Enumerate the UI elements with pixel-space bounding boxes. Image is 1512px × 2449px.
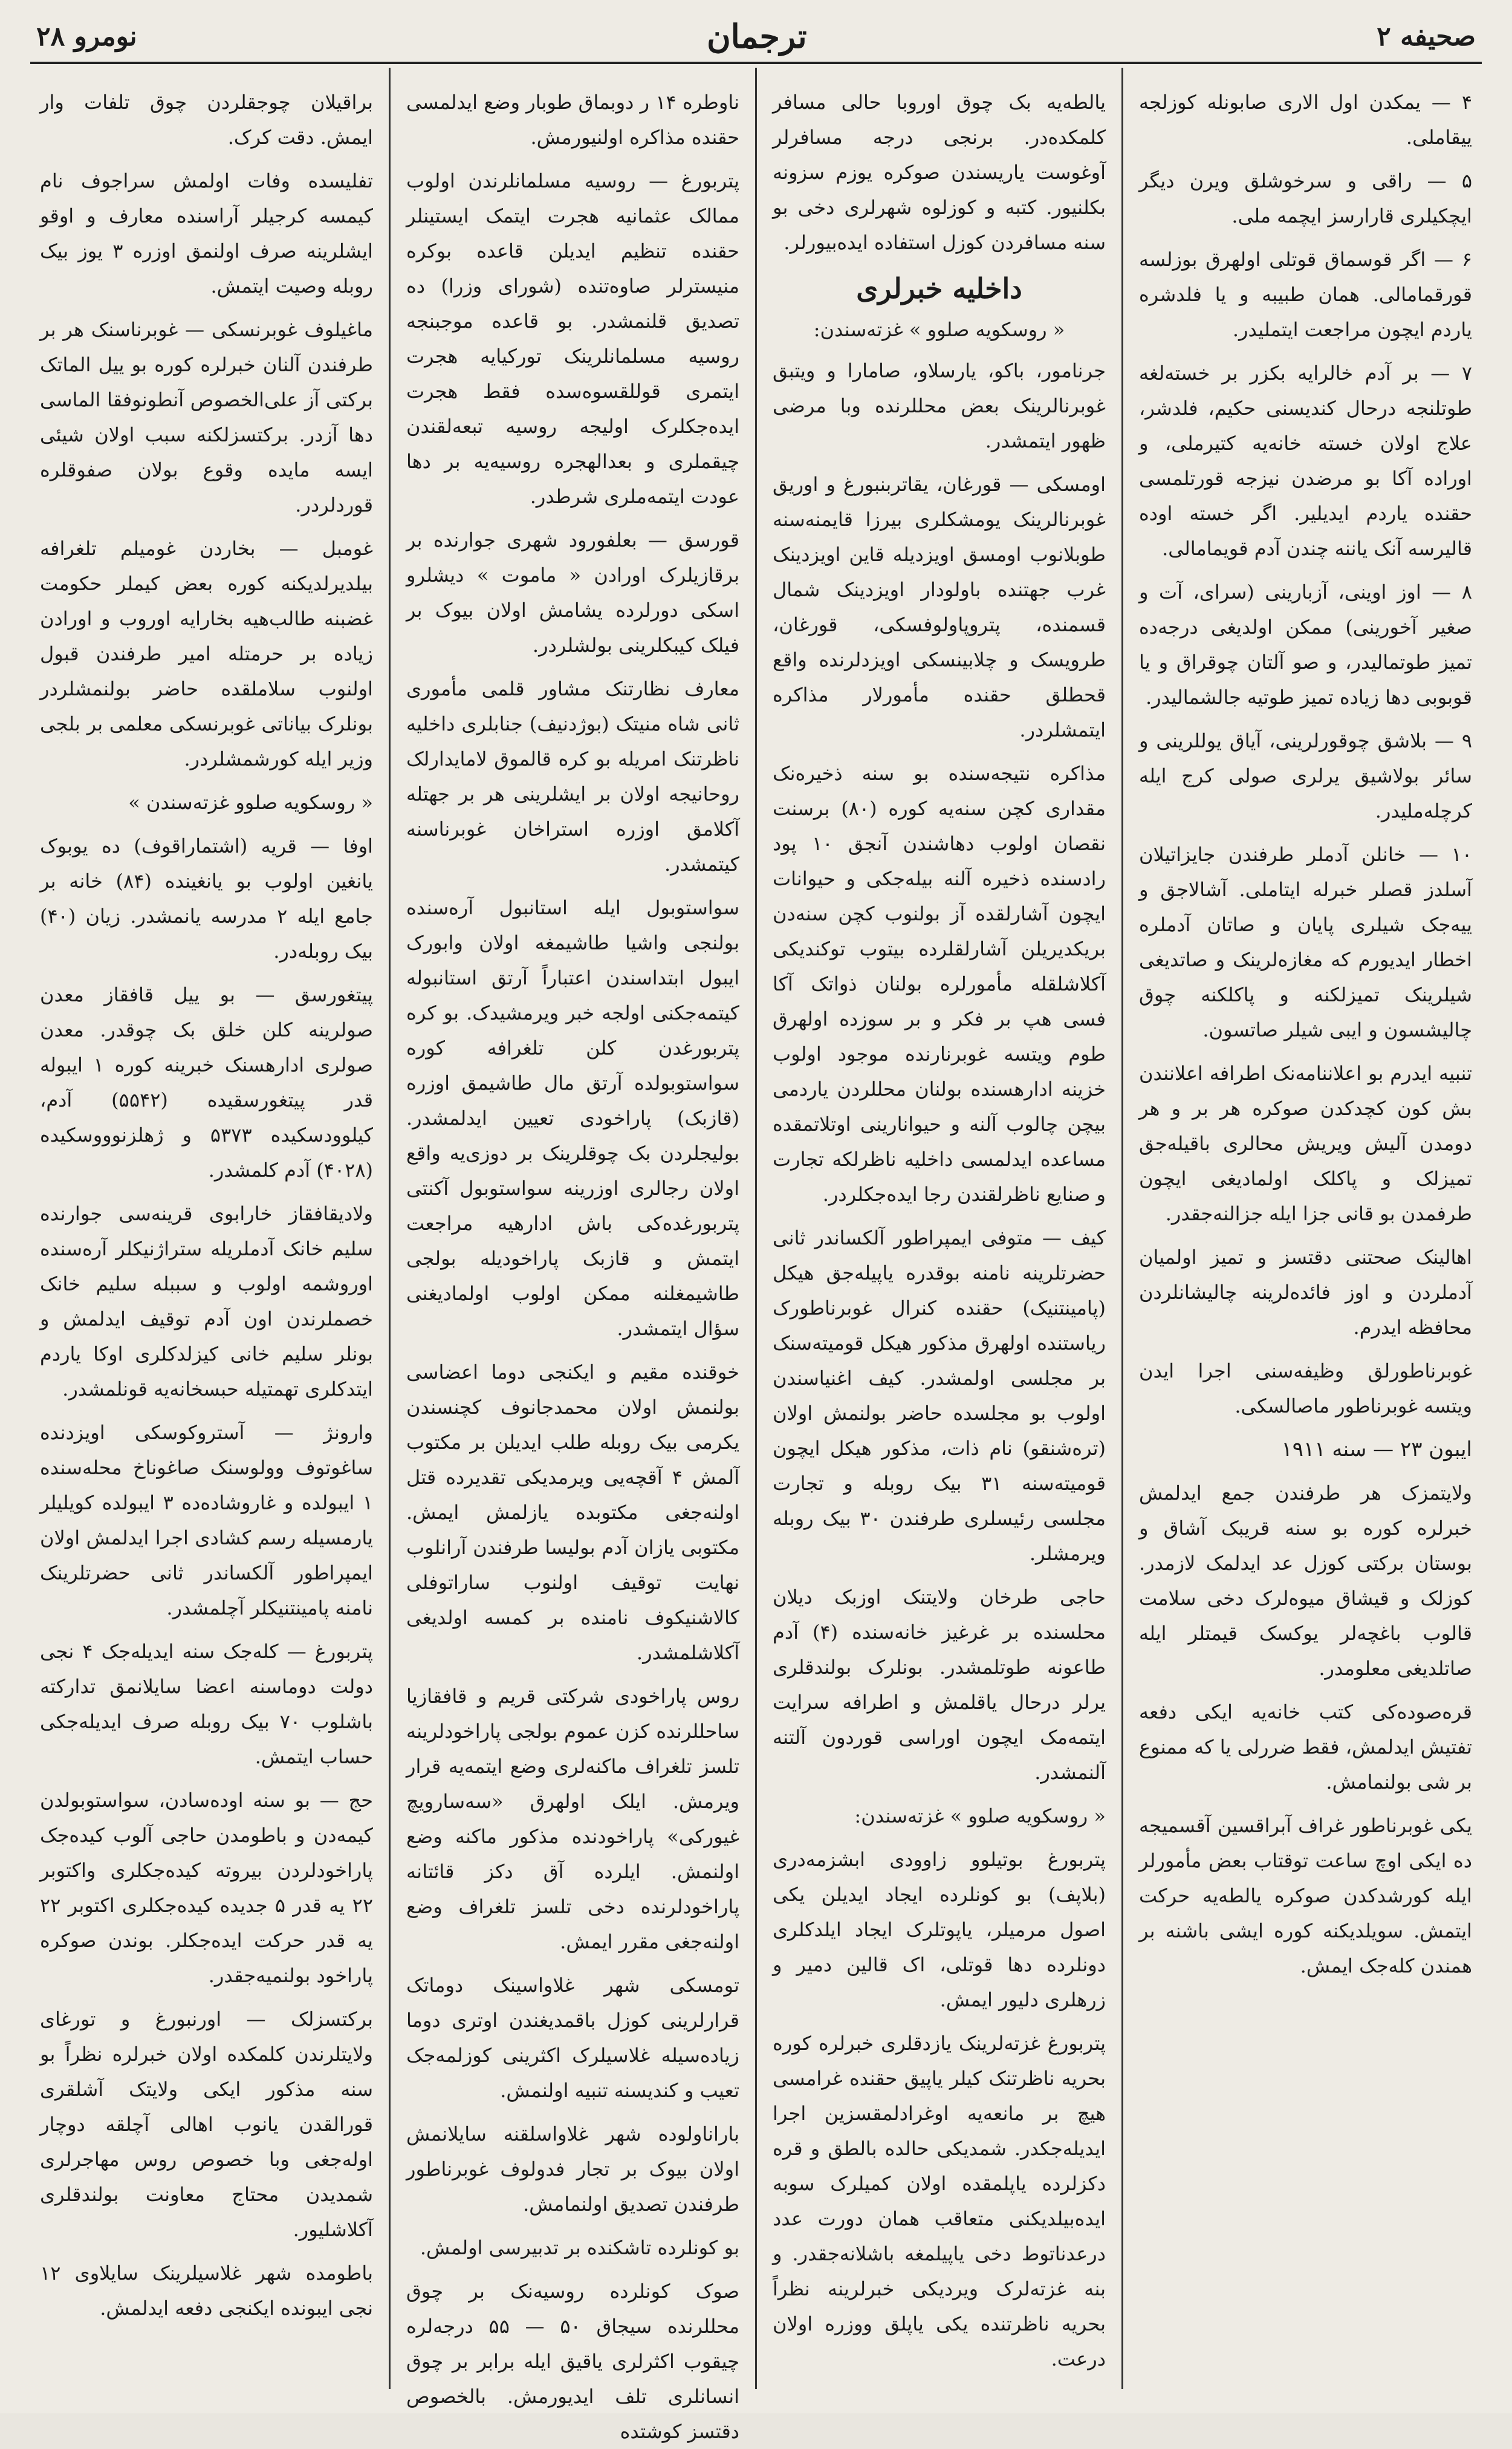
paragraph: اومسکی — قورغان، یقاتربنبورغ و اوریق غوبرنالرینک یومشکلری بیرزا قایمنه‌سنه طوبلانوب اومسق اویزدیله قاین اویزدینک غرب جهتنده باولودار اویزدینک شمال قسمنده، پتروپاولوفسکی، قورغان، طرویسک و چلابینسکی اویزدلرنده واقع قحطلق حقنده مأمورلار مذاکره ایتمشلردر.: [773, 473, 1106, 741]
masthead: [36, 12, 1476, 60]
paragraph: یالطه‌یه بک چوق اوروبا حالی مسافر کلمکده‌در. برنجی درجه مسافرلر آوغوست یاریسندن صوکره یوزم سزونه بکلنیور. کتبه و کوزلوه شهرلری دخی بو سنه مسافردن کوزل استفاده ایده‌بیورلر.: [773, 91, 1106, 254]
paragraph: پتربورغ — کله‌جک سنه ایدیله‌جک ۴ نجی دولت دوماسنه اعضا سایلانمق تدارکته باشلوب ۷۰ بیک روبله صرف ایدیله‌جکی حساب ایتمش.: [40, 1640, 374, 1768]
paragraph: مذاکره نتیجه‌سنده بو سنه ذخیره‌نک مقداری کچن سنه‌یه کوره (۸۰) برسنت نقصان اولوب دهاشندن آنجق ۱۰ پود رادسنده ذخیره آلنه بیله‌جکی و حیوانات ایچون آشارلقده آز بولنوب کچن سنه‌دن بریکدیریلن آشارلقلرده بیتوب توکندیکی آکلاشلقله مأمورلره بولنان ذواتک آکا فسی هپ بر فکر و بر سوزده اولهرق طوم ویتسه غوبرنارنده موجود اولوب خزینه ادارهسنده بولنان محللردن یاردمی بیچن چالوب آلنه و حیوانارینی اوتلاتمقده مساعده ایدلمسی داخلیه ناظرلکه تجارت و صنایع ناظرلقندن رجا ایده‌جکلردر.: [773, 762, 1106, 1206]
section-heading: داخلیه خبرلری: [856, 272, 1022, 305]
paragraph: ولایتمزک هر طرفندن جمع ایدلمش خبرلره کوره بو سنه قریبک آشاق و بوستان برکتی کوزل عد ایدلمک لازمدر. کوزلک و قیشاق میوه‌لرک دخی سلامت قالوب باغچه‌لر یوکسک قیمتلر ایله صاتلدیغی معلومدر.: [1139, 1481, 1472, 1680]
paragraph: ۹ — بلاشق چوقورلرینی، آیاق یوللرینی و سائر بولاشیق یرلری صولی کرج ایله کرچله‌ملیدر.: [1139, 729, 1472, 822]
paragraph: ۵ — راقی و سرخوشلق ویرن دیگر ایچکیلری قارارسز ایچمه ملی.: [1139, 169, 1472, 227]
paragraph: تفلیسده وفات اولمش سراجوف نام کیمسه کرجیلر آراسنده معارف و اوقو ایشلرینه صرف اولنمق اوزره ۳ یوز بیک روبله وصیت ایتمش.: [40, 169, 374, 298]
paragraph: برکتسزلک — اورنبورغ و تورغای ولایتلرندن کلمکده اولان خبرلره نظراً بو سنه مذکور ایکی ولایتک آشلقری قورالقدن یانوب اهالی آچلقه دوچار اوله‌جغی وبا خصوص روس مهاجرلری شمدیدن محتاج معاونت بولندقلری آکلاشلیور.: [40, 2008, 373, 2241]
paragraph: باراناولوده شهر غلاواسلقنه سایلانمش اولان بیوک بر تجار فدولوف غوبرناطور طرفندن تصدیق اولنمامش.: [406, 2122, 739, 2216]
column-3: [389, 68, 755, 2443]
paragraph: ۱۰ — خانلن آدملر طرفندن جایزاتیلان آسلدز قصلر خبرله ایتاملی. آشالاجق و ییه‌جک شیلری پایان و صاتان آدملره اخطار ایدیورم که مغازه‌لرینک و صاتدیغی شیلرینک تمیزلکنه و پاکلکنه چوق چالیشسون و ایبی شیلر صاتسون.: [1139, 843, 1473, 1041]
paragraph: خوقنده مقیم و ایکنجی دوما اعضاسی بولنمش اولان محمدجانوف کچنسندن یکرمی بیک روبله طلب ایدیلن بر مکتوب آلمش ۴ آقچه‌یی ویرمدیکی تقدیرده قتل اولنه‌جغی مکتوبده یازلمش ایمش. مکتوبی یازان آدم بولیسا طرفندن آرانلوب نهایت توقیف اولنوب ساراتوفلی کالاشنیکوف نامنده بر کمسه اولدیغی آکلاشلمشدر.: [406, 1361, 740, 1664]
paragraph: پیتغورسق — بو ییل قافقاز معدن صولرینه کلن خلق بک چوقدر. معدن صولری ادارهسنک خبرینه کوره ۱ ایبوله قدر پیتغورسقیده (۵۵۴۲) آدم، کیلوودسکیده ۵۳۷۳ و ژهلزنوووسکیده (۴۰۲۸) آدم کلمشدر.: [40, 983, 374, 1182]
paragraph: ۸ — اوز اوینی، آزبارینی (سرای، آت و صغیر آخورینی) ممکن اولدیغی درجه‌ده تمیز طوتمالیدر، و صو آلتان چوقراق و یا قوبوبی دها زیاده تمیز طوتیه جالشمالیدر.: [1139, 581, 1472, 709]
paragraph: جرنامور، باکو، یارسلاو، صامارا و ویتبق غوبرنالرینک بعض محللرنده وبا مرضی ظهور ایتمشدر.: [773, 359, 1106, 452]
paragraph: ۷ — بر آدم خالرایه بکزر بر خسته‌لغه طوتلنجه درحال کندیسنی حکیم، فلدشر، علاج اولان خسته خانه‌یه کتیرملی، و اوراده آکا بو مرضدن نیزجه قورتلمسی حقنده یاردم ایدیلیر. اگر خسته اوده قالیرسه آنک یاننه چندن آدم قویمامالی.: [1139, 362, 1472, 560]
paragraph: ۴ — یمکدن اول الاری صابونله کوزلجه ییقاملی.: [1139, 91, 1472, 149]
paragraph: ۶ — اگر قوسماق قوتلی اولهرق بوزلسه قورقمامالی. همان طبیبه و یا فلدشره یاردم ایچون مراجعت ایتملیدر.: [1139, 248, 1472, 341]
masthead-rule: [30, 62, 1482, 64]
paragraph: معارف نظارتنک مشاور قلمی مأموری ثانی شاه منیتک (بوژدنیف) جنابلری داخلیه ناظرتنک امریله بو کره قالموق لامایدارلک روحانیجه اولان بر ایشلرینی هر بر جهتله آکلامق اوزره استراخان غوبرناسنه کیتمشدر.: [406, 677, 739, 876]
paragraph: باطومده شهر غلاسیلرینک سایلاوی ۱۲ نجی ایبونده ایکنجی دفعه ایدلمش.: [40, 2262, 373, 2320]
newspaper-title: ترجمان: [707, 17, 807, 56]
source-tag: « روسکویه صلوو » غزته‌سندن:: [813, 318, 1065, 341]
paragraph: بو کونلرده تاشکنده بر تدبیرسی اولمش.: [420, 2236, 739, 2259]
paragraph: اهالینک صحتنی دقتسز و تمیز اولمیان آدملردن و اوز فائده‌لرینه چالیشانلردن محافظه ایدرم.: [1139, 1246, 1472, 1339]
column-1: [1121, 68, 1488, 2389]
column-4: [24, 68, 389, 2389]
paragraph: اوفا — قریه (اشتماراقوف) ده یوبوک یانغین اولوب بو یانغینده (۸۴) خانه بر جامع ایله ۲ مدرسه یانمشدر. زیان (۴۰) بیک روبله‌در.: [40, 834, 374, 963]
paragraph: کیف — متوفی ایمپراطور آلکساندر ثانی حضرتلرینه نامنه بوقدره یاپیله‌جق هیکل (پامینتنیک) حقنده کنرال غوبرناطورک ریاستنده اولهرق مذکور هیکل قومیته‌سنک بر مجلسی اولمشدر. کیف اغنیاسندن اولوب بو مجلسده حاضر بولنمش اولان (تره‌شنقو) نام ذات، مذکور هیکل ایچون قومیته‌سنه ۳۱ بیک روبله و تجارت مجلسی رئیسلری طرفندن ۳۰ بیک روبله ویرمشلر.: [773, 1226, 1106, 1565]
paragraph: ناوطره ۱۴ ر دوبماق طوبار وضع ایدلمسی حقنده مذاکره اولنیورمش.: [406, 91, 740, 149]
paragraph: صوک کونلرده روسیه‌نک بر چوق محللرنده سیجاق ۵۰ — ۵۵ درجه‌لره چیقوب اکثرلری یاقیق ایله برابر بر چوق انسانلری تلف ایدیورمش. بالخصوص دقتسز کوشتده: [406, 2280, 740, 2443]
paragraph: وارونژ — آستروکوسکی اویزدنده ساغوتوف وولوسنک صاغوناخ محله‌سنده ۱ ایبولده و غاروشاده‌ده ۳ ایبولده کویلیلر یارمسیله رسم کشادی اجرا ایدلمش اولان ایمپراطور آلکساندر ثانی حضرتلرینک نامنه پامینتنیکلر آچلمشدر.: [40, 1421, 373, 1619]
paragraph: حج — بو سنه اوده‌سادن، سواستوبولدن کیمه‌دن و باطومدن حاجی آلوب کیده‌جک پاراخودلردن بیروته کیده‌جکلری واکتوبر ۲۲ یه قدر ۵ جدیده کیده‌جکلری اکتوبر ۲۲ یه قدر حرکت ایده‌جکلر. بوندن صوکره پاراخود بولنمیه‌جقدر.: [40, 1789, 374, 1987]
issue-number: نومرو ۲۸: [36, 21, 137, 52]
paragraph: غوبرناطورلق وظیفه‌سنی اجرا ایدن ویتسه غوبرناطور ماصالسکی.: [1139, 1359, 1472, 1417]
paragraph: پتربورغ — روسیه مسلمانلرندن اولوب ممالک عثمانیه هجرت ایتمک ایستینلر حقنده تنظیم ایدیلن قاعده بوکره منیسترلر صاوه‌تنده (شورای وزرا) ده تصدیق قلنمشدر. بو قاعده موجبنجه روسیه مسلمانلرینک تورکیایه هجرت ایتمری قوللقسوه‌سده فقط هجرت ایده‌جکلرک اولیجه روسیه تبعه‌لقندن چیقملری و بعدالهجره روسیه‌یه بر دها عودت ایتمه‌ملری شرطدر.: [406, 169, 739, 508]
paragraph: یکی غوبرناطور غراف آبراقسین آقسمیجه ده ایکی اوچ ساعت توقتاب بعض مأمورلر ایله کورشدکدن صوکره یالطه‌یه حرکت ایتمش. سویلدیکنه کوره ایشی باشنه بر همندن کله‌جک ایمش.: [1139, 1814, 1472, 1977]
paragraph: قره‌صوده‌کی کتب خانه‌یه ایکی دفعه تفتیش ایدلمش، فقط ضررلی یا که ممنوع بر شی بولنمامش.: [1139, 1700, 1472, 1794]
column-2: [755, 68, 1121, 2389]
page-number-label: صحیفه ۲: [1377, 21, 1476, 52]
paragraph: « روسکویه صلوو غزته‌سندن »: [128, 791, 373, 814]
paragraph: تومسکی شهر غلاواسینک دوماتک قرارلرینی کوزل باقمدیغندن اوتری دوما زیاده‌سیله غلاسیلرک اکثرینی کوزلمه‌جک تعیب و کندیسنه تنبیه اولنمش.: [406, 1974, 739, 2102]
paragraph: سواستوبول ایله استانبول آره‌سنده بولنجی واشیا طاشیمغه اولان وابورک ایبول ابتداسندن اعتباراً آرتق استانبوله کیتمه‌جکنی اولجه خبر ویرمشیدک. بو کره پتربورغدن کلن تلغرافه کوره سواستوبولده آرتق مال طاشیمق اوزره (قازبک) پاراخودی تعیین ایدلمشدر. بولیجلردن بک چوقلرینک بر دوزی‌یه واقع اولان رجالری اوزرینه سواستوبول آکنتی پتربورغده‌کی باش ادارهیه مراجعت ایتمش و قازبک پاراخودیله بولجی طاشیمغلنه ممکن اولوب اولمادیغنی سؤال ایتمشدر.: [406, 896, 739, 1340]
paragraph: تنبیه ایدرم بو اعلاننامه‌نک اطرافه اعلانندن بش کون کچدکدن صوکره هر بر و هر دومدن آلیش ویریش محالری باقیله‌جق تمیزلک و پاکلک اولمادیغی ایچون طرفمدن بو قانی جزا ایله جزالنه‌جقدر.: [1139, 1062, 1472, 1225]
paragraph: حاجی طرخان ولایتنک اوزبک دیلان محلسنده بر غرغیز خانه‌سنده (۴) آدم طاعونه طوتلمشدر. بونلرک بولندقلری یرلر درحال یاقلمش و اطرافه سرایت ایتمه‌مک ایچون اوراسی قوردون آلتنه آلنمشدر.: [773, 1586, 1106, 1784]
paragraph: روس پاراخودی شرکتی قریم و قافقازیا ساحللرنده کزن عموم بولجی پاراخودلرینه تلسز تلغراف ماکنه‌لری وضع ایتمه‌یه قرار ویرمش. ایلک اولهرق «سه‌سارویچ غیورکی» پاراخودنده مذکور ماکنه وضع اولنمش. ایلرده آق دکز قائتانه پاراخودلرنده دخی تلسز تلغراف وضع اولنه‌جغی مقرر ایمش.: [406, 1685, 739, 1953]
paragraph: ولادیقافقاز خارابوی قرینه‌سی جوارنده سلیم خانک آدملریله ستراژنیکلر آره‌سنده اوروشمه اولوب و سببله سلیم خانک خصملرندن اون آدم توقیف ایدلمش و بونلر سلیم خانی کیزلدکلری اوکا یاردم ایتدکلری تهمتیله حبسخانه‌یه قونلمشدر.: [40, 1202, 373, 1400]
paragraph: ماغیلوف غوبرنسکی — غوبرناسنک هر بر طرفندن آلنان خبرلره کوره بو ییل الماتک برکتی آز علی‌الخصوص آنطونوفقا الماسی دها آزدر. برکتسزلکنه سبب اولان شیئی ایسه مایده وقوع بولان صفوقلره قوردلردر.: [40, 318, 373, 516]
paragraph: قورسق — بعلفورود شهری جوارنده بر برقازیلرک اورادن « ماموت » دیشلرو اسکی دورلرده یشامش اولان بیوک بر فیلک کیبکلرینی بولشلردر.: [406, 529, 739, 657]
paragraph: پتربورغ غزته‌لرینک یازدقلری خبرلره کوره بحریه ناظرتنک کیلر یاپیق حقنده غرامسی هیچ بر مانعه‌یه اوغرادلمقسزین اجرا ایدیله‌جکدر. شمدیکی حالده بالطق و قره دکزلرده یاپلمقده اولان کمیلرک سوبه ایده‌بیلدیکنی متعاقب همان دورت عدد درعدناتوط دخی یاپیلمغه باشلانه‌جقدر. و بنه غزته‌لرک ویردیکی خبرلرینه نظراً بحریه ناظرتنده یکی یاپلق ووزره اولان درعت.: [773, 2032, 1106, 2370]
dateline: ایبون ۲۳ — سنه ۱۹۱۱: [1281, 1437, 1472, 1462]
paragraph: غومبل — بخاردن غومیلم تلغرافه بیلدیرلدیکنه کوره بعض کیملر حکومت غضبنه طالب‌هیه بخارایه اوروب و اورادن زیاده بر حرمتله امیر طرفندن قبول اولنوب سلاملقده حاضر بولنمشلردر بونلرک بیاناتی غوبرنسکی معلمی بر بلجی وزیر ایله کورشمشلردر.: [40, 537, 373, 770]
columns-container: [24, 68, 1488, 2443]
paragraph: براقیلان چوجقلردن چوق تلفات وار ایمش. دقت کرک.: [40, 91, 373, 149]
paragraph: پتربورغ بوتیلوو زاوودی ابشزمه‌دری (بلاپف) بو کونلرده ایجاد ایدیلن یکی اصول مرمیلر، یاپوتلرک ایجاد ایلدکلری دونلرده دها قوتلی، اک قالین دمیر و زرهلری دلیور ایمش.: [773, 1848, 1106, 2011]
paragraph: « روسکویه صلوو » غزته‌سندن:: [854, 1804, 1106, 1827]
